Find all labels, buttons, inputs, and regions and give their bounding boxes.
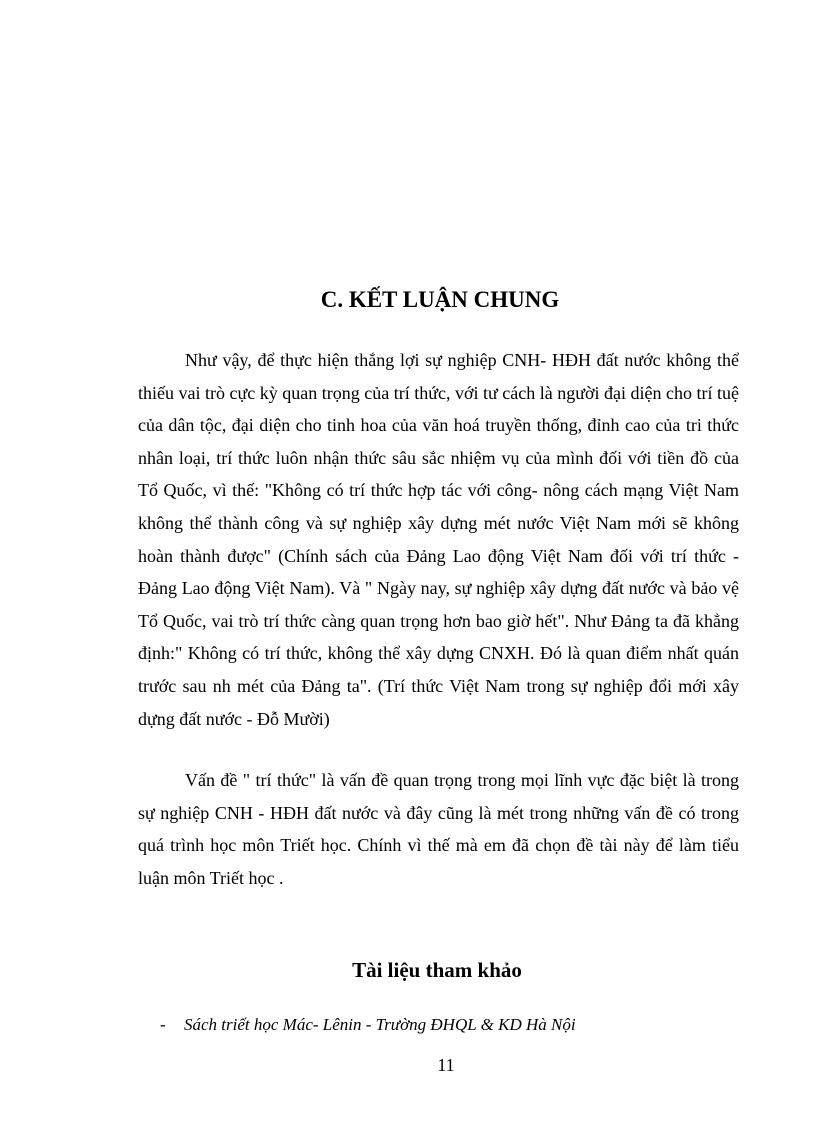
references-heading: Tài liệu tham khảo xyxy=(352,958,522,982)
page-number: 11 xyxy=(437,1055,455,1075)
conclusion-paragraph-2: Vấn đề " trí thức" là vấn đề quan trọng trong mọi lĩnh vực đặc biệt là trong sự nghiệp CNH - HĐH đất nước và đây cũng là mét trong những vấn đề có trong quá trình học môn Triết học. Chính vì thế mà em đã chọn đề tài này để làm tiểu luận môn Triết học . xyxy=(138,770,739,888)
conclusion-paragraph-1: Như vậy, để thực hiện thắng lợi sự nghiệp CNH- HĐH đất nước không thể thiếu vai trò cực kỳ quan trọng của trí thức, với tư cách là người đại diện cho trí tuệ của dân tộc, đại diện cho tinh hoa của văn hoá truyền thống, đỉnh cao của tri thức nhân loại, trí thức luôn nhận thức sâu sắc nhiệm vụ của mình đối với tiền đồ của Tổ Quốc, vì thế: "Không có trí thức hợp tác với công- nông cách mạng Việt Nam không thể thành công và sự nghiệp xây dựng mét nước Việt Nam mới sẽ không hoàn thành được" (Chính sách của Đảng Lao động Việt Nam đối với trí thức - Đảng Lao động Việt Nam). Và " Ngày nay, sự nghiệp xây dựng đất nước và bảo vệ Tổ Quốc, vai trò trí thức càng quan trọng hơn bao giờ hết". Như Đảng ta đã khẳng định:" Không có trí thức, không thể xây dựng CNXH. Đó là quan điểm nhất quán trước sau nh mét của Đảng ta". (Trí thức Việt Nam trong sự nghiệp đổi mới xây dựng đất nước - Đỗ Mười) xyxy=(138,350,739,729)
section-heading: C. KẾT LUẬN CHUNG xyxy=(320,287,560,312)
references-list xyxy=(160,1012,576,1038)
list-bullet: - xyxy=(160,1015,166,1034)
reference-item xyxy=(160,1012,576,1038)
reference-text: Sách triết học Mác- Lênin - Trường ĐHQL & KD Hà Nội xyxy=(184,1015,576,1034)
